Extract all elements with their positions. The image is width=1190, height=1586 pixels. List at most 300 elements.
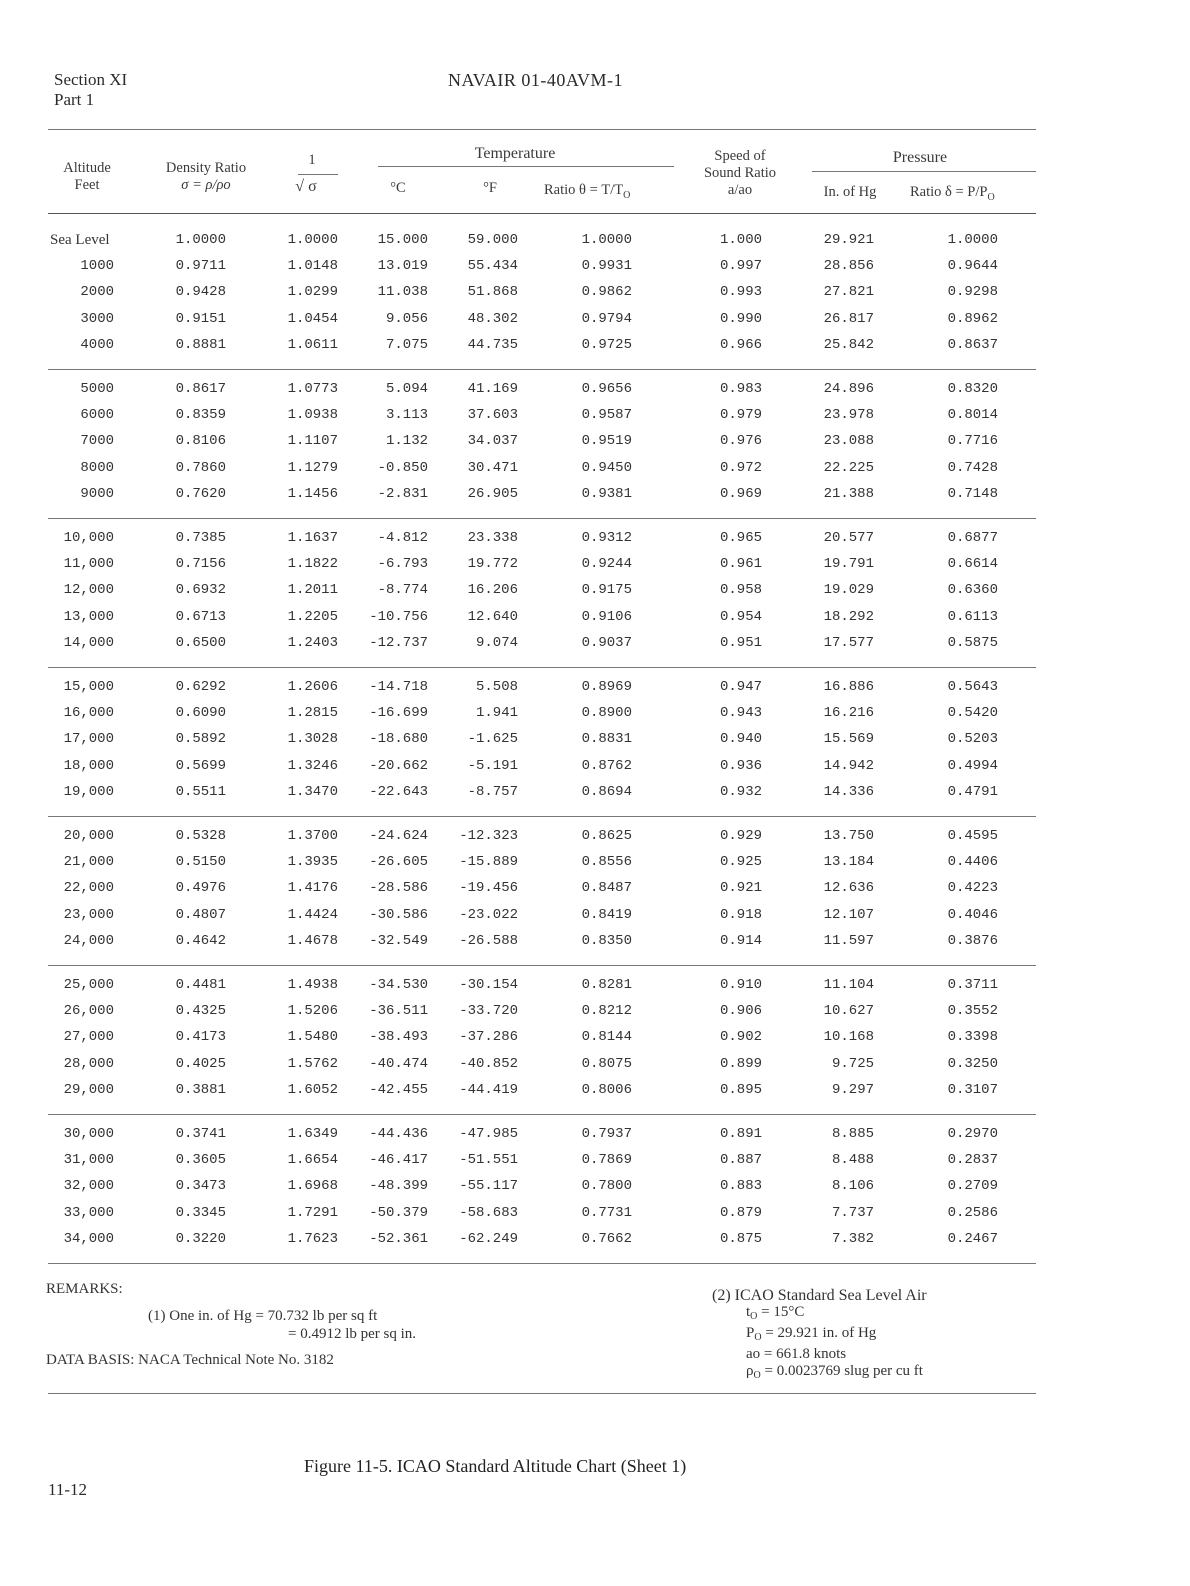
- cell-altitude: 29,000: [63, 1081, 114, 1098]
- cell-temp-f: 30.471: [467, 459, 518, 476]
- cell-temp-ratio: 0.9175: [581, 582, 632, 599]
- cell-speed-ratio: 0.879: [719, 1204, 762, 1221]
- cell-temp-ratio: 0.9106: [581, 608, 632, 625]
- cell-temp-c: -44.436: [369, 1126, 428, 1142]
- cell-inverse-sqrt-sigma: 1.2606: [287, 679, 338, 695]
- cell-speed-ratio: 0.910: [719, 977, 762, 993]
- cell-altitude: 33,000: [63, 1204, 114, 1221]
- group-separator-rule: [48, 965, 1036, 966]
- cell-temp-ratio: 0.9587: [581, 407, 632, 424]
- cell-inverse-sqrt-sigma: 1.2205: [287, 608, 338, 625]
- cell-altitude: 24,000: [63, 932, 114, 949]
- group-separator-rule: [48, 369, 1036, 370]
- cell-pressure-ratio: 0.2970: [947, 1126, 998, 1142]
- cell-density-ratio: 0.5511: [175, 783, 226, 800]
- cell-temp-c: -8.774: [377, 582, 428, 599]
- cell-temp-ratio: 0.7800: [581, 1178, 632, 1195]
- cell-temp-ratio: 0.8212: [581, 1003, 632, 1020]
- cell-temp-f: -1.625: [467, 731, 518, 748]
- cell-speed-ratio: 0.993: [719, 284, 762, 301]
- cell-altitude: 32,000: [63, 1178, 114, 1195]
- cell-pressure-ratio: 0.8320: [947, 381, 998, 397]
- cell-density-ratio: 0.4173: [175, 1029, 226, 1046]
- document-id: NAVAIR 01-40AVM-1: [448, 70, 624, 90]
- cell-speed-ratio: 0.951: [719, 634, 762, 651]
- cell-inverse-sqrt-sigma: 1.2403: [287, 634, 338, 651]
- inverse-sqrt-sigma-header: 1: [308, 152, 316, 168]
- cell-temp-ratio: 0.8969: [581, 679, 632, 695]
- cell-temp-f: -47.985: [459, 1126, 518, 1142]
- figure-caption: Figure 11-5. ICAO Standard Altitude Chart (Sheet 1): [304, 1456, 687, 1476]
- cell-altitude: 6000: [80, 407, 114, 424]
- temp-f-header: °F: [483, 180, 497, 196]
- cell-altitude: 20,000: [63, 828, 114, 844]
- data-basis: DATA BASIS: NACA Technical Note No. 3182: [46, 1352, 334, 1368]
- cell-inverse-sqrt-sigma: 1.0611: [287, 336, 338, 353]
- cell-temp-c: -42.455: [369, 1081, 428, 1098]
- cell-temp-f: -33.720: [459, 1003, 518, 1020]
- cell-speed-ratio: 0.918: [719, 906, 762, 923]
- cell-altitude: 27,000: [63, 1029, 114, 1046]
- cell-density-ratio: 0.8617: [175, 381, 226, 397]
- cell-altitude: 14,000: [63, 634, 114, 651]
- cell-speed-ratio: 0.997: [719, 258, 762, 275]
- cell-temp-ratio: 0.8281: [581, 977, 632, 993]
- cell-temp-f: -51.551: [459, 1152, 518, 1169]
- cell-temp-c: -24.624: [369, 828, 428, 844]
- cell-pressure-hg: 25.842: [823, 336, 874, 353]
- cell-temp-f: 9.074: [475, 634, 518, 651]
- cell-density-ratio: 0.3605: [175, 1152, 226, 1169]
- temp-ratio-header: Ratio $\theta = T/T_O$: [544, 182, 631, 201]
- cell-temp-f: -62.249: [459, 1230, 518, 1247]
- cell-density-ratio: 0.9711: [175, 258, 226, 275]
- cell-density-ratio: 0.6713: [175, 608, 226, 625]
- cell-density-ratio: 0.5328: [175, 828, 226, 844]
- cell-pressure-hg: 7.737: [831, 1204, 874, 1221]
- cell-temp-f: 5.508: [475, 679, 518, 695]
- cell-temp-f: -37.286: [459, 1029, 518, 1046]
- cell-speed-ratio: 0.887: [719, 1152, 762, 1169]
- cell-temp-c: -32.549: [369, 932, 428, 949]
- cell-inverse-sqrt-sigma: 1.0773: [287, 381, 338, 397]
- cell-pressure-hg: 10.627: [823, 1003, 874, 1020]
- cell-inverse-sqrt-sigma: 1.0148: [287, 258, 338, 275]
- cell-temp-ratio: 0.8075: [581, 1055, 632, 1072]
- cell-inverse-sqrt-sigma: 1.5762: [287, 1055, 338, 1072]
- sqrt-sigma-denominator: √ σ: [295, 178, 317, 195]
- cell-speed-ratio: 0.895: [719, 1081, 762, 1098]
- cell-pressure-ratio: 0.2467: [947, 1230, 998, 1247]
- cell-density-ratio: 0.8881: [175, 336, 226, 353]
- cell-density-ratio: 0.4481: [175, 977, 226, 993]
- cell-pressure-hg: 21.388: [823, 485, 874, 502]
- cell-temp-f: 37.603: [467, 407, 518, 424]
- temperature-group-header: Temperature: [474, 145, 556, 162]
- cell-inverse-sqrt-sigma: 1.0000: [287, 232, 338, 248]
- cell-pressure-hg: 12.107: [823, 906, 874, 923]
- cell-speed-ratio: 0.966: [719, 336, 762, 353]
- cell-pressure-hg: 23.978: [823, 407, 874, 424]
- cell-pressure-ratio: 1.0000: [947, 232, 998, 248]
- cell-temp-c: -48.399: [369, 1178, 428, 1195]
- cell-temp-ratio: 0.8350: [581, 932, 632, 949]
- altitude-header: Altitude Feet: [63, 160, 111, 193]
- remarks-label: REMARKS:: [46, 1281, 123, 1297]
- cell-pressure-ratio: 0.4595: [947, 828, 998, 844]
- cell-inverse-sqrt-sigma: 1.3028: [287, 731, 338, 748]
- remarks-note-1-cont: = 0.4912 lb per sq in.: [288, 1326, 417, 1342]
- cell-density-ratio: 0.4976: [175, 880, 226, 897]
- cell-pressure-ratio: 0.5643: [947, 679, 998, 695]
- cell-temp-ratio: 0.8762: [581, 757, 632, 774]
- pressure-hg-header: In. of Hg: [823, 184, 877, 200]
- cell-temp-f: 41.169: [467, 381, 518, 397]
- cell-temp-f: -30.154: [459, 977, 518, 993]
- cell-pressure-ratio: 0.5875: [947, 634, 998, 651]
- cell-temp-ratio: 0.7869: [581, 1152, 632, 1169]
- cell-temp-c: 9.056: [385, 310, 428, 327]
- cell-speed-ratio: 0.961: [719, 556, 762, 573]
- cell-speed-ratio: 0.969: [719, 485, 762, 502]
- cell-temp-f: 51.868: [467, 284, 518, 301]
- cell-temp-ratio: 0.8625: [581, 828, 632, 844]
- cell-temp-c: 1.132: [385, 433, 428, 450]
- cell-density-ratio: 0.6932: [175, 582, 226, 599]
- cell-pressure-ratio: 0.8637: [947, 336, 998, 353]
- cell-temp-c: -2.831: [377, 485, 428, 502]
- cell-temp-ratio: 0.9862: [581, 284, 632, 301]
- cell-temp-c: -22.643: [369, 783, 428, 800]
- cell-altitude: 3000: [80, 310, 114, 327]
- cell-speed-ratio: 0.883: [719, 1178, 762, 1195]
- cell-temp-f: -58.683: [459, 1204, 518, 1221]
- cell-temp-f: -15.889: [459, 854, 518, 871]
- cell-temp-ratio: 0.8487: [581, 880, 632, 897]
- cell-pressure-ratio: 0.2586: [947, 1204, 998, 1221]
- cell-density-ratio: 0.8359: [175, 407, 226, 424]
- cell-altitude: 22,000: [63, 880, 114, 897]
- cell-pressure-hg: 14.336: [823, 783, 874, 800]
- cell-altitude: 25,000: [63, 977, 114, 993]
- cell-inverse-sqrt-sigma: 1.6968: [287, 1178, 338, 1195]
- cell-inverse-sqrt-sigma: 1.6654: [287, 1152, 338, 1169]
- cell-density-ratio: 0.7860: [175, 459, 226, 476]
- cell-inverse-sqrt-sigma: 1.1637: [287, 530, 338, 546]
- cell-density-ratio: 0.7620: [175, 485, 226, 502]
- cell-temp-c: -0.850: [377, 459, 428, 476]
- cell-speed-ratio: 0.947: [719, 679, 762, 695]
- cell-speed-ratio: 0.943: [719, 705, 762, 722]
- cell-pressure-ratio: 0.6113: [947, 608, 998, 625]
- cell-temp-ratio: 0.8419: [581, 906, 632, 923]
- cell-density-ratio: 0.4325: [175, 1003, 226, 1020]
- cell-pressure-hg: 23.088: [823, 433, 874, 450]
- cell-pressure-ratio: 0.6614: [947, 556, 998, 573]
- cell-speed-ratio: 0.902: [719, 1029, 762, 1046]
- cell-altitude: 18,000: [63, 757, 114, 774]
- cell-pressure-ratio: 0.5203: [947, 731, 998, 748]
- cell-pressure-hg: 19.791: [823, 556, 874, 573]
- cell-temp-ratio: 0.9725: [581, 336, 632, 353]
- cell-temp-c: -26.605: [369, 854, 428, 871]
- cell-temp-c: -40.474: [369, 1055, 428, 1072]
- cell-density-ratio: 0.4025: [175, 1055, 226, 1072]
- cell-altitude: 28,000: [63, 1055, 114, 1072]
- cell-pressure-ratio: 0.6360: [947, 582, 998, 599]
- cell-speed-ratio: 0.899: [719, 1055, 762, 1072]
- cell-pressure-hg: 20.577: [823, 530, 874, 546]
- cell-temp-c: -10.756: [369, 608, 428, 625]
- cell-altitude: 26,000: [63, 1003, 114, 1020]
- cell-density-ratio: 0.6500: [175, 634, 226, 651]
- cell-temp-ratio: 0.8694: [581, 783, 632, 800]
- cell-temp-f: -44.419: [459, 1081, 518, 1098]
- cell-pressure-hg: 27.821: [823, 284, 874, 301]
- cell-inverse-sqrt-sigma: 1.3700: [287, 828, 338, 844]
- cell-temp-c: -38.493: [369, 1029, 428, 1046]
- cell-inverse-sqrt-sigma: 1.3246: [287, 757, 338, 774]
- cell-temp-c: 15.000: [377, 232, 428, 248]
- cell-temp-c: -18.680: [369, 731, 428, 748]
- cell-temp-ratio: 0.8831: [581, 731, 632, 748]
- cell-temp-c: -6.793: [377, 556, 428, 573]
- cell-altitude: 8000: [80, 459, 114, 476]
- cell-speed-ratio: 0.972: [719, 459, 762, 476]
- cell-density-ratio: 0.4807: [175, 906, 226, 923]
- cell-pressure-hg: 8.106: [831, 1178, 874, 1195]
- cell-altitude: 1000: [80, 258, 114, 275]
- cell-inverse-sqrt-sigma: 1.2011: [287, 582, 338, 599]
- cell-density-ratio: 0.9151: [175, 310, 226, 327]
- sea-level-constants: $t_O = 15^\circ C$ $P_O = 29.921$ in. of Hg ao = 661.8 knots $\rho_O = 0.0023769$ slug per cu ft: [746, 1304, 923, 1381]
- cell-density-ratio: 0.3881: [175, 1081, 226, 1098]
- cell-pressure-hg: 15.569: [823, 731, 874, 748]
- cell-pressure-ratio: 0.4046: [947, 906, 998, 923]
- cell-altitude: 34,000: [63, 1230, 114, 1247]
- cell-inverse-sqrt-sigma: 1.3935: [287, 854, 338, 871]
- cell-speed-ratio: 0.875: [719, 1230, 762, 1247]
- cell-inverse-sqrt-sigma: 1.1456: [287, 485, 338, 502]
- cell-temp-c: -52.361: [369, 1230, 428, 1247]
- cell-pressure-ratio: 0.4791: [947, 783, 998, 800]
- cell-density-ratio: 0.7156: [175, 556, 226, 573]
- cell-temp-ratio: 0.7662: [581, 1230, 632, 1247]
- cell-temp-f: -55.117: [459, 1178, 518, 1195]
- cell-temp-ratio: 0.8556: [581, 854, 632, 871]
- cell-temp-f: 44.735: [467, 336, 518, 353]
- cell-inverse-sqrt-sigma: 1.4424: [287, 906, 338, 923]
- cell-density-ratio: 0.3741: [175, 1126, 226, 1142]
- cell-altitude: 12,000: [63, 582, 114, 599]
- cell-altitude: 10,000: [63, 530, 114, 546]
- cell-temp-f: -12.323: [459, 828, 518, 844]
- group-separator-rule: [48, 816, 1036, 817]
- page-number: 11-12: [48, 1480, 88, 1499]
- cell-temp-f: -8.757: [467, 783, 518, 800]
- cell-inverse-sqrt-sigma: 1.4678: [287, 932, 338, 949]
- cell-temp-c: -34.530: [369, 977, 428, 993]
- cell-pressure-hg: 11.104: [823, 977, 874, 993]
- cell-density-ratio: 0.8106: [175, 433, 226, 450]
- cell-inverse-sqrt-sigma: 1.0454: [287, 310, 338, 327]
- cell-speed-ratio: 0.976: [719, 433, 762, 450]
- cell-inverse-sqrt-sigma: 1.2815: [287, 705, 338, 722]
- cell-density-ratio: 0.3345: [175, 1204, 226, 1221]
- cell-temp-f: -19.456: [459, 880, 518, 897]
- cell-pressure-ratio: 0.4406: [947, 854, 998, 871]
- cell-speed-ratio: 0.906: [719, 1003, 762, 1020]
- cell-temp-ratio: 0.7731: [581, 1204, 632, 1221]
- cell-speed-ratio: 0.932: [719, 783, 762, 800]
- cell-altitude: 17,000: [63, 731, 114, 748]
- cell-density-ratio: 0.6090: [175, 705, 226, 722]
- cell-pressure-ratio: 0.2837: [947, 1152, 998, 1169]
- cell-density-ratio: 0.3473: [175, 1178, 226, 1195]
- pressure-group-header: Pressure: [892, 149, 948, 166]
- cell-temp-f: 48.302: [467, 310, 518, 327]
- cell-density-ratio: 0.4642: [175, 932, 226, 949]
- cell-temp-f: 19.772: [467, 556, 518, 573]
- cell-pressure-hg: 7.382: [831, 1230, 874, 1247]
- cell-pressure-ratio: 0.5420: [947, 705, 998, 722]
- cell-pressure-ratio: 0.8962: [947, 310, 998, 327]
- cell-temp-f: -23.022: [459, 906, 518, 923]
- cell-pressure-ratio: 0.6877: [947, 530, 998, 546]
- cell-speed-ratio: 0.914: [719, 932, 762, 949]
- cell-pressure-ratio: 0.4223: [947, 880, 998, 897]
- cell-temp-f: 59.000: [467, 232, 518, 248]
- cell-temp-ratio: 0.9450: [581, 459, 632, 476]
- cell-temp-c: -28.586: [369, 880, 428, 897]
- cell-density-ratio: 0.9428: [175, 284, 226, 301]
- cell-pressure-hg: 9.725: [831, 1055, 874, 1072]
- cell-density-ratio: 0.5699: [175, 757, 226, 774]
- speed-of-sound-header: Speed of Sound Ratio a/ao: [703, 148, 777, 198]
- cell-density-ratio: 1.0000: [175, 232, 226, 248]
- cell-pressure-hg: 17.577: [823, 634, 874, 651]
- cell-temp-c: 3.113: [385, 407, 428, 424]
- group-separator-rule: [48, 1114, 1036, 1115]
- cell-altitude: 15,000: [63, 679, 114, 695]
- cell-density-ratio: 0.7385: [175, 530, 226, 546]
- cell-inverse-sqrt-sigma: 1.1107: [287, 433, 338, 450]
- cell-temp-f: 55.434: [467, 258, 518, 275]
- cell-pressure-ratio: 0.3552: [947, 1003, 998, 1020]
- cell-pressure-ratio: 0.7148: [947, 485, 998, 502]
- cell-speed-ratio: 0.979: [719, 407, 762, 424]
- cell-inverse-sqrt-sigma: 1.7291: [287, 1204, 338, 1221]
- cell-temp-c: 5.094: [385, 381, 428, 397]
- cell-pressure-ratio: 0.9298: [947, 284, 998, 301]
- cell-pressure-ratio: 0.3711: [947, 977, 998, 993]
- cell-altitude: 21,000: [63, 854, 114, 871]
- cell-density-ratio: 0.5892: [175, 731, 226, 748]
- cell-speed-ratio: 0.925: [719, 854, 762, 871]
- cell-speed-ratio: 0.921: [719, 880, 762, 897]
- cell-pressure-hg: 18.292: [823, 608, 874, 625]
- group-separator-rule: [48, 667, 1036, 668]
- cell-temp-ratio: 0.9037: [581, 634, 632, 651]
- cell-temp-f: 1.941: [475, 705, 518, 722]
- cell-pressure-ratio: 0.7428: [947, 459, 998, 476]
- cell-temp-ratio: 1.0000: [581, 232, 632, 248]
- cell-pressure-hg: 16.886: [823, 679, 874, 695]
- group-separator-rule: [48, 518, 1036, 519]
- cell-pressure-ratio: 0.4994: [947, 757, 998, 774]
- cell-pressure-hg: 28.856: [823, 258, 874, 275]
- group-separator-rule: [48, 1263, 1036, 1264]
- cell-pressure-ratio: 0.8014: [947, 407, 998, 424]
- remarks-note-2-title: (2) ICAO Standard Sea Level Air: [712, 1287, 927, 1304]
- cell-pressure-hg: 29.921: [823, 232, 874, 248]
- cell-temp-c: -12.737: [369, 634, 428, 651]
- cell-temp-c: 13.019: [377, 258, 428, 275]
- cell-inverse-sqrt-sigma: 1.3470: [287, 783, 338, 800]
- cell-temp-c: 7.075: [385, 336, 428, 353]
- cell-pressure-hg: 8.885: [831, 1126, 874, 1142]
- cell-pressure-ratio: 0.9644: [947, 258, 998, 275]
- temp-c-header: °C: [390, 180, 406, 196]
- cell-pressure-ratio: 0.3876: [947, 932, 998, 949]
- cell-inverse-sqrt-sigma: 1.4176: [287, 880, 338, 897]
- cell-temp-f: 12.640: [467, 608, 518, 625]
- cell-pressure-hg: 26.817: [823, 310, 874, 327]
- cell-temp-f: 23.338: [467, 530, 518, 546]
- cell-speed-ratio: 0.965: [719, 530, 762, 546]
- cell-altitude: 16,000: [63, 705, 114, 722]
- cell-inverse-sqrt-sigma: 1.5206: [287, 1003, 338, 1020]
- cell-temp-f: 16.206: [467, 582, 518, 599]
- cell-density-ratio: 0.6292: [175, 679, 226, 695]
- density-header: Density Ratio σ = ρ/ρo: [165, 160, 247, 193]
- cell-temp-ratio: 0.9312: [581, 530, 632, 546]
- cell-inverse-sqrt-sigma: 1.7623: [287, 1230, 338, 1247]
- cell-altitude: 11,000: [63, 556, 114, 573]
- cell-pressure-hg: 9.297: [831, 1081, 874, 1098]
- cell-temp-c: -30.586: [369, 906, 428, 923]
- cell-pressure-hg: 13.750: [823, 828, 874, 844]
- cell-temp-f: -26.588: [459, 932, 518, 949]
- cell-inverse-sqrt-sigma: 1.0299: [287, 284, 338, 301]
- cell-pressure-ratio: 0.3398: [947, 1029, 998, 1046]
- cell-pressure-hg: 10.168: [823, 1029, 874, 1046]
- cell-pressure-hg: 12.636: [823, 880, 874, 897]
- cell-pressure-hg: 8.488: [831, 1152, 874, 1169]
- remarks-note-1: (1) One in. of Hg = 70.732 lb per sq ft: [148, 1308, 378, 1324]
- cell-pressure-hg: 24.896: [823, 381, 874, 397]
- cell-temp-ratio: 0.9519: [581, 433, 632, 450]
- cell-temp-f: 34.037: [467, 433, 518, 450]
- cell-temp-ratio: 0.8900: [581, 705, 632, 722]
- cell-temp-ratio: 0.7937: [581, 1126, 632, 1142]
- cell-pressure-hg: 13.184: [823, 854, 874, 871]
- cell-altitude: 4000: [80, 336, 114, 353]
- cell-pressure-hg: 11.597: [823, 932, 874, 949]
- cell-speed-ratio: 1.000: [719, 232, 762, 248]
- cell-temp-f: -40.852: [459, 1055, 518, 1072]
- cell-pressure-ratio: 0.7716: [947, 433, 998, 450]
- cell-temp-c: -46.417: [369, 1152, 428, 1169]
- cell-speed-ratio: 0.954: [719, 608, 762, 625]
- cell-temp-f: 26.905: [467, 485, 518, 502]
- cell-temp-ratio: 0.8006: [581, 1081, 632, 1098]
- cell-inverse-sqrt-sigma: 1.6349: [287, 1126, 338, 1142]
- cell-density-ratio: 0.5150: [175, 854, 226, 871]
- cell-temp-ratio: 0.9244: [581, 556, 632, 573]
- cell-temp-c: 11.038: [377, 284, 428, 301]
- cell-temp-ratio: 0.9931: [581, 258, 632, 275]
